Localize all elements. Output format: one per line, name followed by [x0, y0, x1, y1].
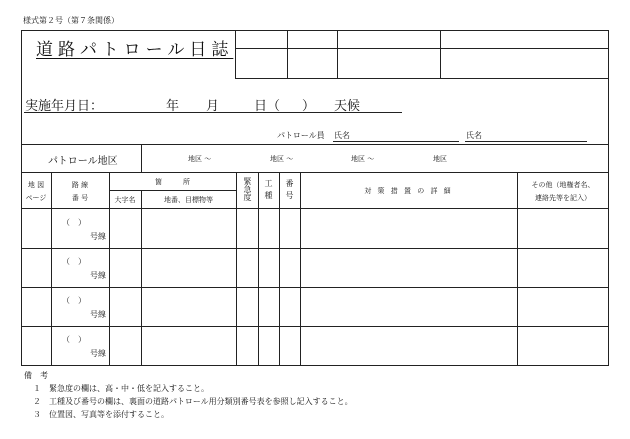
patrol-area-label: パトロール地区	[48, 156, 118, 167]
header-other-line2: 連絡先等を記入）	[535, 194, 591, 202]
row-1-paren: （ ）	[62, 218, 86, 227]
note-item-2: ２ 工種及び番号の欄は、裏面の道路パトロール用分類別番号表を参照し記入すること。	[33, 397, 353, 406]
note-item-1: １ 緊急度の欄は、高・中・低を記入すること。	[33, 384, 209, 393]
note-item-3: ３ 位置図、写真等を添付すること。	[33, 410, 169, 419]
header-oaza: 大字名	[114, 196, 136, 204]
header-lot: 地番、目標物等	[164, 196, 213, 204]
row-2-paren: （ ）	[62, 257, 86, 266]
header-work-type: 工種	[264, 179, 273, 203]
weather-label: 天候	[334, 99, 361, 114]
area-row-divider	[141, 144, 142, 172]
area-1: 地区 〜	[188, 155, 212, 163]
row-4-paren: （ ）	[62, 335, 86, 344]
staff-name-label-2: 氏名	[466, 131, 482, 140]
header-other-line1: その他（地権者名、	[531, 181, 595, 189]
row-1-suffix: 号線	[90, 232, 106, 241]
staff-name-line-2	[465, 141, 587, 142]
patrol-staff-label: パトロール員	[277, 131, 325, 140]
day-open-label: 日（	[254, 99, 281, 114]
area-row-top-line	[21, 144, 609, 145]
header-map-page-line2: ページ	[25, 194, 47, 202]
header-map-page-line1: 地 図	[27, 181, 45, 189]
header-route-line1: 路 線	[71, 181, 89, 189]
staff-name-label-1: 氏名	[334, 131, 350, 140]
date-label: 実施年月日：	[25, 99, 104, 114]
area-4: 地区	[433, 155, 447, 163]
area-3: 地区 〜	[351, 155, 375, 163]
year-label: 年	[166, 99, 180, 114]
header-number: 番号	[285, 179, 294, 203]
row-4-suffix: 号線	[90, 349, 106, 358]
header-route-line2: 番 号	[71, 194, 89, 202]
notes-heading: 備 考	[24, 371, 48, 380]
row-3-suffix: 号線	[90, 310, 106, 319]
header-location: 箇 所	[155, 178, 190, 186]
form-title: 道路パトロール日誌	[36, 40, 234, 60]
date-underline	[24, 112, 402, 113]
row-3-paren: （ ）	[62, 296, 86, 305]
area-2: 地区 〜	[270, 155, 294, 163]
staff-name-line-1	[333, 141, 459, 142]
month-label: 月	[206, 99, 220, 114]
day-close-label: ）	[302, 99, 316, 114]
header-urgency: 緊急度	[243, 177, 252, 201]
row-2-suffix: 号線	[90, 271, 106, 280]
form-number: 様式第２号（第７条関係）	[23, 16, 119, 25]
header-measures: 対 策 措 置 の 詳 細	[364, 187, 453, 195]
